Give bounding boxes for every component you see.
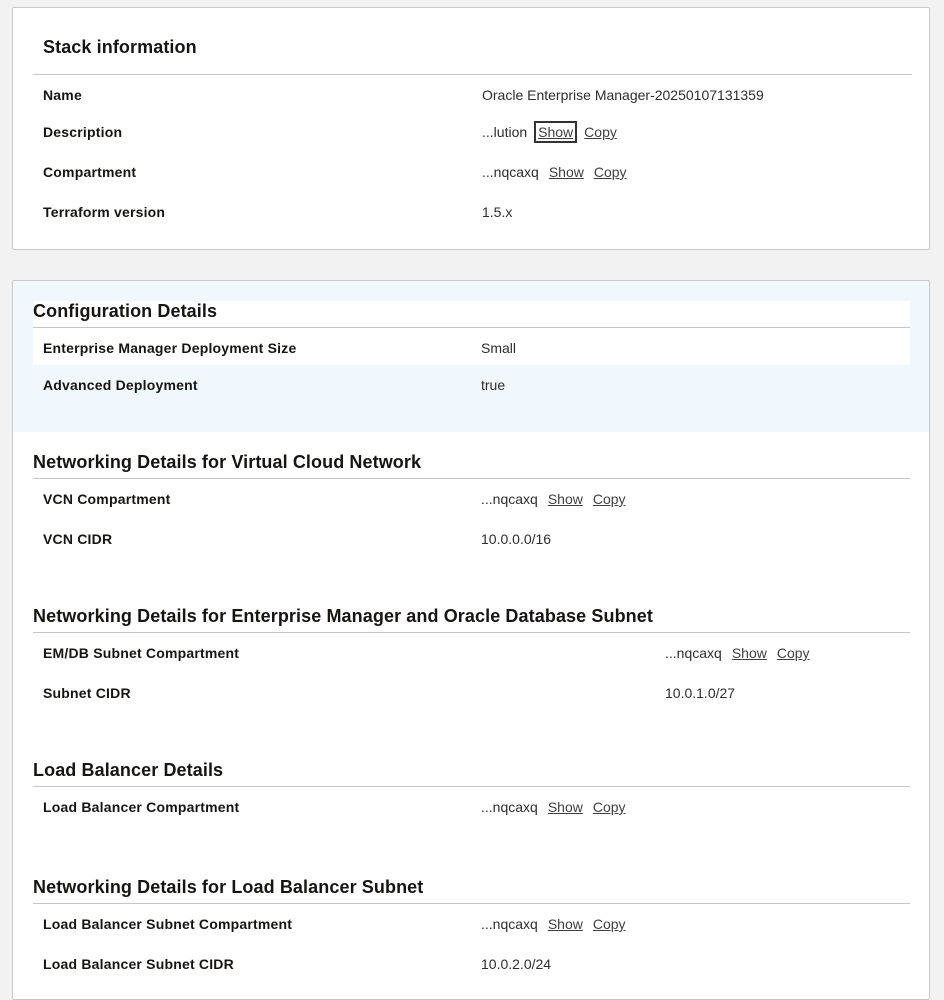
advanced-deployment-value-text: true bbox=[481, 377, 506, 393]
divider bbox=[33, 903, 910, 904]
divider bbox=[33, 327, 910, 328]
compartment-copy-link[interactable]: Copy bbox=[593, 164, 627, 180]
load-balancer-details-title: Load Balancer Details bbox=[33, 760, 224, 780]
vcn-details-title: Networking Details for Virtual Cloud Network bbox=[33, 452, 422, 472]
lb-subnet-compartment-label: Load Balancer Subnet Compartment bbox=[43, 916, 293, 932]
terraform-version-label: Terraform version bbox=[43, 204, 166, 220]
vcn-cidr-value bbox=[481, 531, 551, 547]
em-db-subnet-compartment-show-link[interactable]: Show bbox=[731, 645, 767, 661]
vcn-compartment-value bbox=[481, 491, 626, 507]
vcn-compartment-copy-link[interactable]: Copy bbox=[592, 491, 626, 507]
advanced-deployment-label: Advanced Deployment bbox=[43, 377, 198, 393]
compartment-value-text: ...nqcaxq bbox=[482, 164, 539, 180]
em-db-subnet-compartment-label: EM/DB Subnet Compartment bbox=[43, 645, 240, 661]
lb-subnet-cidr-value-text: 10.0.2.0/24 bbox=[481, 956, 552, 972]
lb-compartment-value-text: ...nqcaxq bbox=[481, 799, 538, 815]
deployment-size-label: Enterprise Manager Deployment Size bbox=[43, 340, 297, 356]
deployment-size-value bbox=[481, 340, 516, 356]
lb-subnet-cidr-label: Load Balancer Subnet CIDR bbox=[43, 956, 234, 972]
description-value-text: ...lution bbox=[482, 124, 528, 140]
lb-subnet-compartment-value-text: ...nqcaxq bbox=[481, 916, 538, 932]
divider bbox=[33, 74, 912, 75]
divider bbox=[33, 632, 910, 633]
terraform-version-value bbox=[482, 204, 512, 220]
lb-compartment-copy-link[interactable]: Copy bbox=[592, 799, 626, 815]
name-label: Name bbox=[43, 87, 82, 103]
subnet-cidr-value bbox=[665, 685, 735, 701]
name-value-text: Oracle Enterprise Manager-20250107131359 bbox=[482, 87, 764, 103]
description-label: Description bbox=[43, 124, 123, 140]
vcn-compartment-label: VCN Compartment bbox=[43, 491, 171, 507]
em-db-subnet-compartment-value-text: ...nqcaxq bbox=[665, 645, 722, 661]
vcn-compartment-value-text: ...nqcaxq bbox=[481, 491, 538, 507]
variables-panel bbox=[12, 280, 930, 1000]
advanced-deployment-value bbox=[481, 377, 505, 393]
lb-compartment-label: Load Balancer Compartment bbox=[43, 799, 240, 815]
lb-subnet-compartment-copy-link[interactable]: Copy bbox=[592, 916, 626, 932]
name-value bbox=[482, 87, 764, 103]
compartment-show-link[interactable]: Show bbox=[548, 164, 584, 180]
terraform-version-value-text: 1.5.x bbox=[482, 204, 513, 220]
stack-information-panel bbox=[12, 7, 930, 250]
lb-subnet-compartment-value bbox=[481, 916, 626, 932]
lb-compartment-show-link[interactable]: Show bbox=[547, 799, 583, 815]
stack-information-title: Stack information bbox=[43, 37, 197, 57]
description-value bbox=[482, 124, 617, 140]
lb-subnet-compartment-show-link[interactable]: Show bbox=[547, 916, 583, 932]
lb-compartment-value bbox=[481, 799, 626, 815]
vcn-cidr-value-text: 10.0.0.0/16 bbox=[481, 531, 552, 547]
deployment-size-value-text: Small bbox=[481, 340, 517, 356]
description-show-link[interactable]: Show bbox=[538, 124, 574, 140]
configuration-details-title: Configuration Details bbox=[33, 301, 218, 321]
em-db-subnet-title: Networking Details for Enterprise Manager and Oracle Database Subnet bbox=[33, 606, 653, 626]
em-db-subnet-compartment-copy-link[interactable]: Copy bbox=[776, 645, 810, 661]
compartment-value bbox=[482, 164, 627, 180]
vcn-compartment-show-link[interactable]: Show bbox=[547, 491, 583, 507]
lb-subnet-title: Networking Details for Load Balancer Subnet bbox=[33, 877, 424, 897]
lb-subnet-cidr-value bbox=[481, 956, 551, 972]
divider bbox=[33, 478, 910, 479]
vcn-cidr-label: VCN CIDR bbox=[43, 531, 113, 547]
subnet-cidr-value-text: 10.0.1.0/27 bbox=[665, 685, 736, 701]
subnet-cidr-label: Subnet CIDR bbox=[43, 685, 131, 701]
em-db-subnet-compartment-value bbox=[665, 645, 810, 661]
description-copy-link[interactable]: Copy bbox=[584, 124, 617, 140]
divider bbox=[33, 786, 910, 787]
compartment-label: Compartment bbox=[43, 164, 137, 180]
